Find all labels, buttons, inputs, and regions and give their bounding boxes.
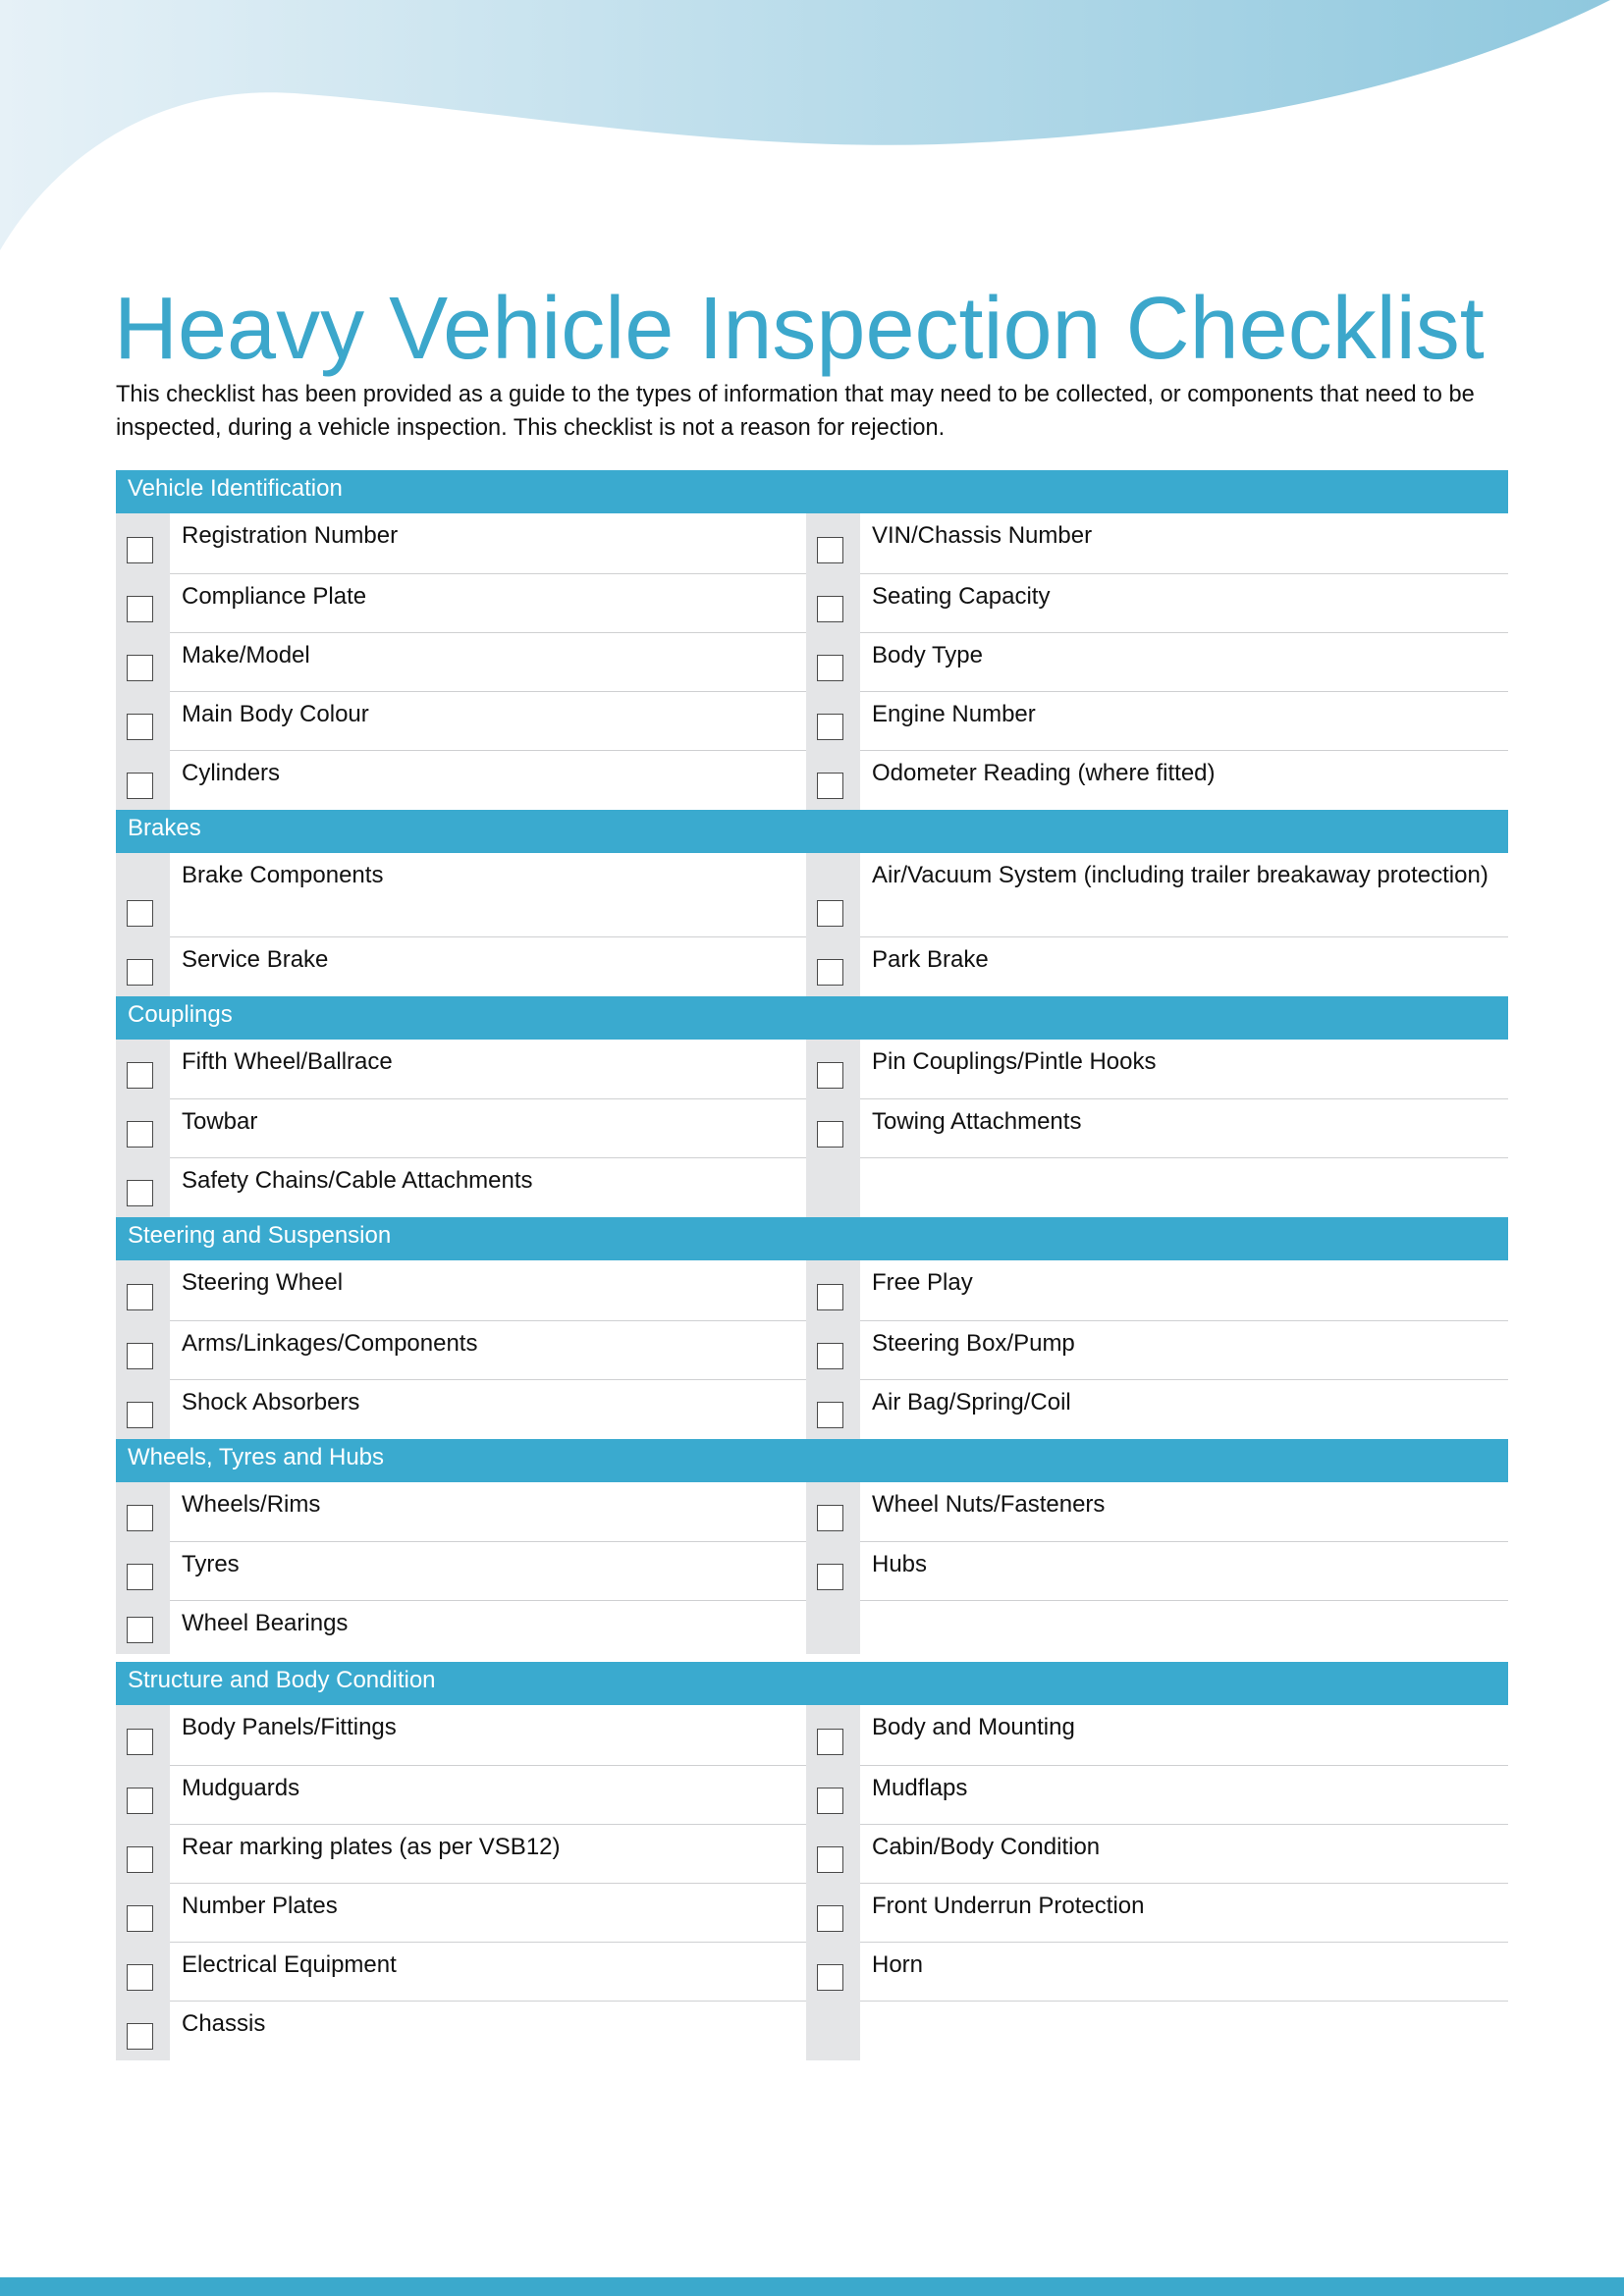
checkbox[interactable] [127, 1905, 153, 1932]
checkbox-cell [116, 937, 170, 996]
checkbox-cell [806, 1260, 860, 1321]
checkbox-cell [116, 1766, 170, 1825]
checkbox-cell [806, 574, 860, 633]
checkbox[interactable] [127, 1343, 153, 1369]
checkbox[interactable] [127, 1402, 153, 1428]
checkbox-cell [116, 751, 170, 810]
checkbox[interactable] [817, 1788, 843, 1814]
checklist-item-left [116, 1884, 806, 1943]
checklist-item-label: Wheels/Rims [170, 1482, 806, 1542]
checklist-item-right [806, 751, 1508, 810]
checklist-item-left [116, 2002, 806, 2060]
checkbox[interactable] [127, 714, 153, 740]
checklist-item-label: Registration Number [170, 513, 806, 574]
checklist-row [116, 1542, 1508, 1601]
checklist-row [116, 1482, 1508, 1542]
checkbox-cell [116, 1825, 170, 1884]
checkbox-cell [806, 937, 860, 996]
checkbox[interactable] [817, 773, 843, 799]
checklist-item-label [860, 1158, 1508, 1217]
checkbox[interactable] [817, 1505, 843, 1531]
checklist-row [116, 692, 1508, 751]
checklist-row [116, 1260, 1508, 1321]
checklist-item-label: Service Brake [182, 946, 329, 973]
checklist-row [116, 513, 1508, 574]
checkbox[interactable] [127, 1284, 153, 1310]
checkbox[interactable] [817, 900, 843, 927]
checkbox[interactable] [817, 1343, 843, 1369]
checkbox-cell [806, 513, 860, 574]
checklist-item-label: Steering Box/Pump [860, 1321, 1508, 1380]
inspection-checklist [116, 470, 1508, 2060]
checklist-section [116, 1662, 1508, 2060]
checklist-item-label: Free Play [860, 1260, 1508, 1321]
checkbox-cell [116, 574, 170, 633]
checkbox-cell [116, 1040, 170, 1099]
checkbox-cell [116, 853, 170, 937]
checkbox[interactable] [127, 1505, 153, 1531]
checklist-item-label: Park Brake [872, 946, 989, 973]
checklist-section [116, 1439, 1508, 1662]
checklist-item-right [806, 1825, 1508, 1884]
checklist-row [116, 2002, 1508, 2060]
checklist-item-right [806, 2002, 1508, 2060]
checkbox-cell [806, 1158, 860, 1217]
checkbox[interactable] [817, 1402, 843, 1428]
checklist-item-label: Odometer Reading (where fitted) [872, 760, 1216, 786]
checklist-item-label: Air/Vacuum System (including trailer breakaway protection) [860, 853, 1508, 937]
checklist-item-label: Cabin/Body Condition [860, 1825, 1508, 1884]
checkbox[interactable] [127, 1846, 153, 1873]
checklist-item-label: Hubs [860, 1542, 1508, 1601]
section-heading: Structure and Body Condition [116, 1662, 1508, 1705]
checkbox[interactable] [817, 714, 843, 740]
checklist-item-left [116, 633, 806, 692]
checklist-item-left [116, 1601, 806, 1654]
checklist-item-left [116, 1705, 806, 1766]
checkbox[interactable] [817, 1062, 843, 1089]
checkbox[interactable] [127, 1121, 153, 1148]
checklist-item-label: Body Panels/Fittings [170, 1705, 806, 1766]
checklist-item-right [806, 513, 1508, 574]
checkbox-cell [806, 692, 860, 751]
checkbox-cell [116, 1705, 170, 1766]
checklist-item-right [806, 574, 1508, 633]
checklist-section [116, 996, 1508, 1217]
checklist-item-left [116, 1040, 806, 1099]
checkbox[interactable] [127, 900, 153, 927]
checklist-item-right [806, 1943, 1508, 2002]
checklist-item-right [806, 1380, 1508, 1439]
checklist-row [116, 853, 1508, 937]
checkbox[interactable] [127, 1180, 153, 1206]
checklist-item-left [116, 1099, 806, 1158]
checkbox[interactable] [817, 1729, 843, 1755]
checkbox-cell [116, 1158, 170, 1217]
checklist-item-label: Shock Absorbers [182, 1389, 360, 1415]
checklist-item-label: Fifth Wheel/Ballrace [170, 1040, 806, 1099]
checkbox[interactable] [127, 1964, 153, 1991]
checkbox[interactable] [817, 1121, 843, 1148]
checklist-item-label: Seating Capacity [860, 574, 1508, 633]
checkbox-cell [806, 1321, 860, 1380]
checklist-row [116, 937, 1508, 996]
checklist-row [116, 1705, 1508, 1766]
checklist-item-label: Engine Number [860, 692, 1508, 751]
checklist-item-right [806, 1542, 1508, 1601]
checkbox-cell [806, 1040, 860, 1099]
checkbox-cell [116, 692, 170, 751]
checklist-row [116, 1766, 1508, 1825]
checkbox-cell [116, 1943, 170, 2002]
checklist-row [116, 751, 1508, 810]
checkbox-cell [116, 1884, 170, 1943]
checkbox[interactable] [127, 596, 153, 622]
checklist-item-label: Body and Mounting [860, 1705, 1508, 1766]
checkbox-cell [806, 1766, 860, 1825]
checklist-row [116, 1943, 1508, 2002]
checklist-item-label: Make/Model [170, 633, 806, 692]
checklist-row [116, 1040, 1508, 1099]
checklist-item-label: Main Body Colour [170, 692, 806, 751]
checkbox[interactable] [127, 1729, 153, 1755]
checklist-item-right [806, 937, 1508, 996]
checklist-item-right [806, 633, 1508, 692]
checklist-item-label: Front Underrun Protection [860, 1884, 1508, 1943]
checklist-item-label [860, 1601, 1508, 1654]
checkbox[interactable] [127, 1617, 153, 1643]
checkbox-cell [806, 1482, 860, 1542]
checklist-item-left [116, 937, 806, 996]
checklist-item-right [806, 1884, 1508, 1943]
checklist-item-label: VIN/Chassis Number [860, 513, 1508, 574]
checkbox[interactable] [127, 959, 153, 986]
checklist-item-label [860, 2002, 1508, 2060]
checklist-item-right [806, 1260, 1508, 1321]
checklist-item-label: Towbar [170, 1099, 806, 1158]
checkbox-cell [806, 853, 860, 937]
checkbox-cell [806, 1380, 860, 1439]
checklist-item-label: Electrical Equipment [170, 1943, 806, 2002]
checklist-row [116, 633, 1508, 692]
checklist-item-right [806, 1158, 1508, 1217]
checklist-item-left [116, 1158, 806, 1217]
checkbox-cell [806, 1825, 860, 1884]
checkbox[interactable] [127, 2023, 153, 2050]
checkbox-cell [806, 751, 860, 810]
checklist-item-left [116, 1380, 806, 1439]
checklist-item-label: Mudflaps [860, 1766, 1508, 1825]
checklist-item-left [116, 1321, 806, 1380]
checklist-row [116, 574, 1508, 633]
checklist-row [116, 1099, 1508, 1158]
checkbox-cell [806, 1943, 860, 2002]
checklist-item-right [806, 1099, 1508, 1158]
checkbox-cell [806, 1099, 860, 1158]
checklist-item-left [116, 853, 806, 937]
checkbox[interactable] [817, 1905, 843, 1932]
checklist-item-left [116, 1943, 806, 2002]
checkbox-cell [116, 633, 170, 692]
section-heading: Wheels, Tyres and Hubs [116, 1439, 1508, 1482]
checkbox[interactable] [817, 959, 843, 986]
checklist-item-right [806, 692, 1508, 751]
checklist-item-right [806, 1040, 1508, 1099]
checklist-item-label: Cylinders [182, 760, 281, 786]
checklist-item-left [116, 1260, 806, 1321]
checklist-item-label: Air Bag/Spring/Coil [872, 1389, 1071, 1415]
checklist-row [116, 1380, 1508, 1439]
checkbox-cell [116, 1601, 170, 1654]
checklist-row [116, 1601, 1508, 1654]
checkbox[interactable] [817, 1564, 843, 1590]
checklist-item-label: Pin Couplings/Pintle Hooks [860, 1040, 1508, 1099]
checkbox[interactable] [817, 1846, 843, 1873]
checkbox-cell [116, 1099, 170, 1158]
checkbox-cell [806, 2002, 860, 2060]
checklist-row [116, 1321, 1508, 1380]
checklist-item-label: Rear marking plates (as per VSB12) [170, 1825, 806, 1884]
checkbox[interactable] [817, 1964, 843, 1991]
checkbox[interactable] [127, 773, 153, 799]
checklist-item-left [116, 751, 806, 810]
checklist-row [116, 1884, 1508, 1943]
checklist-item-left [116, 513, 806, 574]
checklist-item-label: Wheel Nuts/Fasteners [860, 1482, 1508, 1542]
section-heading: Steering and Suspension [116, 1217, 1508, 1260]
section-heading: Brakes [116, 810, 1508, 853]
checklist-item-label: Horn [860, 1943, 1508, 2002]
checkbox-cell [806, 1542, 860, 1601]
section-heading: Vehicle Identification [116, 470, 1508, 513]
checklist-item-label: Brake Components [170, 853, 806, 937]
checkbox[interactable] [127, 1788, 153, 1814]
checkbox[interactable] [817, 655, 843, 681]
checklist-item-right [806, 1766, 1508, 1825]
checklist-item-label: Tyres [170, 1542, 806, 1601]
checkbox-cell [116, 1482, 170, 1542]
checklist-item-left [116, 574, 806, 633]
checkbox[interactable] [127, 655, 153, 681]
checklist-row [116, 1825, 1508, 1884]
checklist-item-right [806, 1321, 1508, 1380]
checklist-item-left [116, 1482, 806, 1542]
checklist-section [116, 1217, 1508, 1439]
checklist-item-label: Towing Attachments [860, 1099, 1508, 1158]
checkbox[interactable] [127, 537, 153, 563]
page-title: Heavy Vehicle Inspection Checklist [114, 280, 1485, 378]
checkbox-cell [116, 513, 170, 574]
checklist-item-label: Chassis [182, 2010, 266, 2037]
checklist-item-label: Body Type [860, 633, 1508, 692]
checklist-row [116, 1158, 1508, 1217]
checklist-item-right [806, 1482, 1508, 1542]
checklist-item-left [116, 1542, 806, 1601]
checklist-item-label: Safety Chains/Cable Attachments [182, 1167, 533, 1194]
footer-bar [0, 2277, 1624, 2296]
checklist-section [116, 810, 1508, 996]
checklist-item-right [806, 1601, 1508, 1654]
checkbox-cell [116, 2002, 170, 2060]
checklist-item-label: Arms/Linkages/Components [170, 1321, 806, 1380]
intro-paragraph: This checklist has been provided as a guide to the types of information that may need to be collected, or components that need to be inspected, during a vehicle inspection. This checklist is not a reason for rejection. [116, 382, 1475, 441]
checkbox-cell [116, 1542, 170, 1601]
checkbox-cell [806, 1705, 860, 1766]
checkbox[interactable] [817, 596, 843, 622]
checklist-item-label: Number Plates [170, 1884, 806, 1943]
checkbox[interactable] [817, 537, 843, 563]
checkbox-cell [806, 1884, 860, 1943]
checklist-item-label: Wheel Bearings [182, 1610, 349, 1636]
checkbox-cell [806, 1601, 860, 1654]
section-spacer [116, 1654, 1508, 1662]
section-heading: Couplings [116, 996, 1508, 1040]
checklist-item-label: Mudguards [170, 1766, 806, 1825]
checklist-item-right [806, 853, 1508, 937]
checklist-section [116, 470, 1508, 810]
checkbox[interactable] [127, 1564, 153, 1590]
checklist-item-left [116, 1825, 806, 1884]
checklist-item-label: Compliance Plate [170, 574, 806, 633]
checklist-item-right [806, 1705, 1508, 1766]
checkbox-cell [806, 633, 860, 692]
checkbox-cell [116, 1380, 170, 1439]
checklist-item-left [116, 692, 806, 751]
checklist-item-label: Steering Wheel [170, 1260, 806, 1321]
checklist-item-left [116, 1766, 806, 1825]
checkbox-cell [116, 1260, 170, 1321]
header-wave-decoration [0, 0, 1624, 265]
checkbox-cell [116, 1321, 170, 1380]
checkbox[interactable] [817, 1284, 843, 1310]
checkbox[interactable] [127, 1062, 153, 1089]
